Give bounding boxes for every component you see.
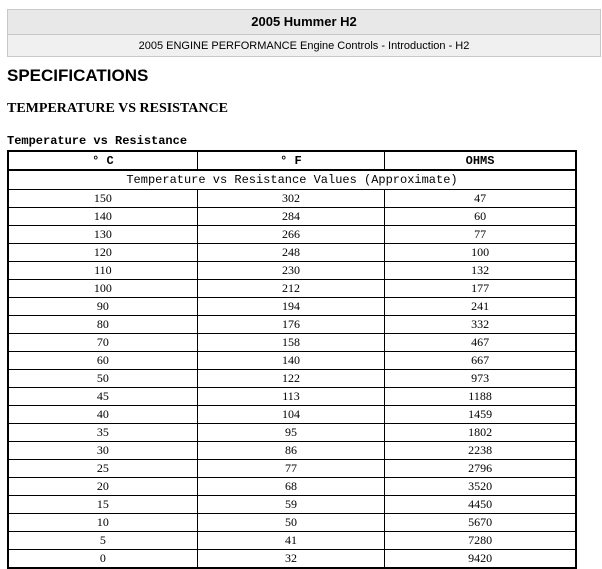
table-row [8,460,576,478]
table-row [8,388,576,406]
cell-fahrenheit: 77 [197,460,384,478]
table-row [8,262,576,280]
cell-ohms: 100 [385,244,576,262]
cell-ohms: 332 [385,316,576,334]
cell-celsius: 110 [8,262,197,280]
table-row [8,280,576,298]
cell-fahrenheit: 113 [197,388,384,406]
table-row [8,370,576,388]
table-note: Temperature vs Resistance Values (Approximate) [8,170,576,190]
cell-ohms: 973 [385,370,576,388]
cell-fahrenheit: 50 [197,514,384,532]
cell-ohms: 77 [385,226,576,244]
cell-fahrenheit: 248 [197,244,384,262]
cell-fahrenheit: 68 [197,478,384,496]
cell-celsius: 140 [8,208,197,226]
cell-ohms: 467 [385,334,576,352]
cell-celsius: 30 [8,442,197,460]
column-header-ohms: OHMS [385,151,576,170]
cell-celsius: 15 [8,496,197,514]
table-row [8,442,576,460]
cell-ohms: 2238 [385,442,576,460]
cell-fahrenheit: 284 [197,208,384,226]
cell-fahrenheit: 266 [197,226,384,244]
cell-ohms: 1459 [385,406,576,424]
cell-celsius: 0 [8,550,197,569]
section-heading: SPECIFICATIONS [7,66,149,85]
cell-ohms: 1188 [385,388,576,406]
cell-ohms: 667 [385,352,576,370]
cell-celsius: 100 [8,280,197,298]
table-row [8,298,576,316]
cell-fahrenheit: 32 [197,550,384,569]
cell-celsius: 70 [8,334,197,352]
cell-celsius: 120 [8,244,197,262]
cell-celsius: 25 [8,460,197,478]
cell-ohms: 132 [385,262,576,280]
table-row [8,190,576,208]
cell-ohms: 3520 [385,478,576,496]
cell-fahrenheit: 86 [197,442,384,460]
cell-celsius: 60 [8,352,197,370]
cell-fahrenheit: 158 [197,334,384,352]
cell-ohms: 7280 [385,532,576,550]
cell-fahrenheit: 140 [197,352,384,370]
cell-fahrenheit: 122 [197,370,384,388]
cell-ohms: 9420 [385,550,576,569]
table-row [8,316,576,334]
table-note-row [8,170,576,190]
cell-fahrenheit: 302 [197,190,384,208]
cell-fahrenheit: 41 [197,532,384,550]
cell-ohms: 4450 [385,496,576,514]
temperature-resistance-table [7,150,577,569]
cell-ohms: 177 [385,280,576,298]
cell-fahrenheit: 212 [197,280,384,298]
table-row [8,352,576,370]
cell-ohms: 2796 [385,460,576,478]
table-row [8,550,576,569]
cell-fahrenheit: 194 [197,298,384,316]
cell-celsius: 35 [8,424,197,442]
table-row [8,496,576,514]
column-header-celsius: ° C [8,151,197,170]
cell-fahrenheit: 176 [197,316,384,334]
cell-celsius: 20 [8,478,197,496]
cell-celsius: 50 [8,370,197,388]
table-row [8,226,576,244]
cell-celsius: 40 [8,406,197,424]
table-caption: Temperature vs Resistance [7,134,188,148]
cell-celsius: 80 [8,316,197,334]
cell-fahrenheit: 230 [197,262,384,280]
table-row [8,532,576,550]
table-header-row [8,151,576,170]
sub-heading: TEMPERATURE VS RESISTANCE [7,101,228,116]
cell-fahrenheit: 95 [197,424,384,442]
cell-celsius: 5 [8,532,197,550]
document-header [7,9,601,57]
table-row [8,514,576,532]
cell-ohms: 60 [385,208,576,226]
cell-ohms: 47 [385,190,576,208]
cell-celsius: 45 [8,388,197,406]
column-header-fahrenheit: ° F [197,151,384,170]
cell-celsius: 90 [8,298,197,316]
document-title: 2005 Hummer H2 [8,10,600,35]
table-row [8,424,576,442]
cell-celsius: 130 [8,226,197,244]
cell-ohms: 241 [385,298,576,316]
cell-celsius: 150 [8,190,197,208]
table-row [8,334,576,352]
table-row [8,208,576,226]
cell-ohms: 5670 [385,514,576,532]
table-row [8,244,576,262]
table-body [8,190,576,569]
cell-fahrenheit: 59 [197,496,384,514]
cell-ohms: 1802 [385,424,576,442]
table-row [8,478,576,496]
cell-fahrenheit: 104 [197,406,384,424]
cell-celsius: 10 [8,514,197,532]
document-subtitle: 2005 ENGINE PERFORMANCE Engine Controls - Introduction - H2 [138,40,470,52]
table-row [8,406,576,424]
